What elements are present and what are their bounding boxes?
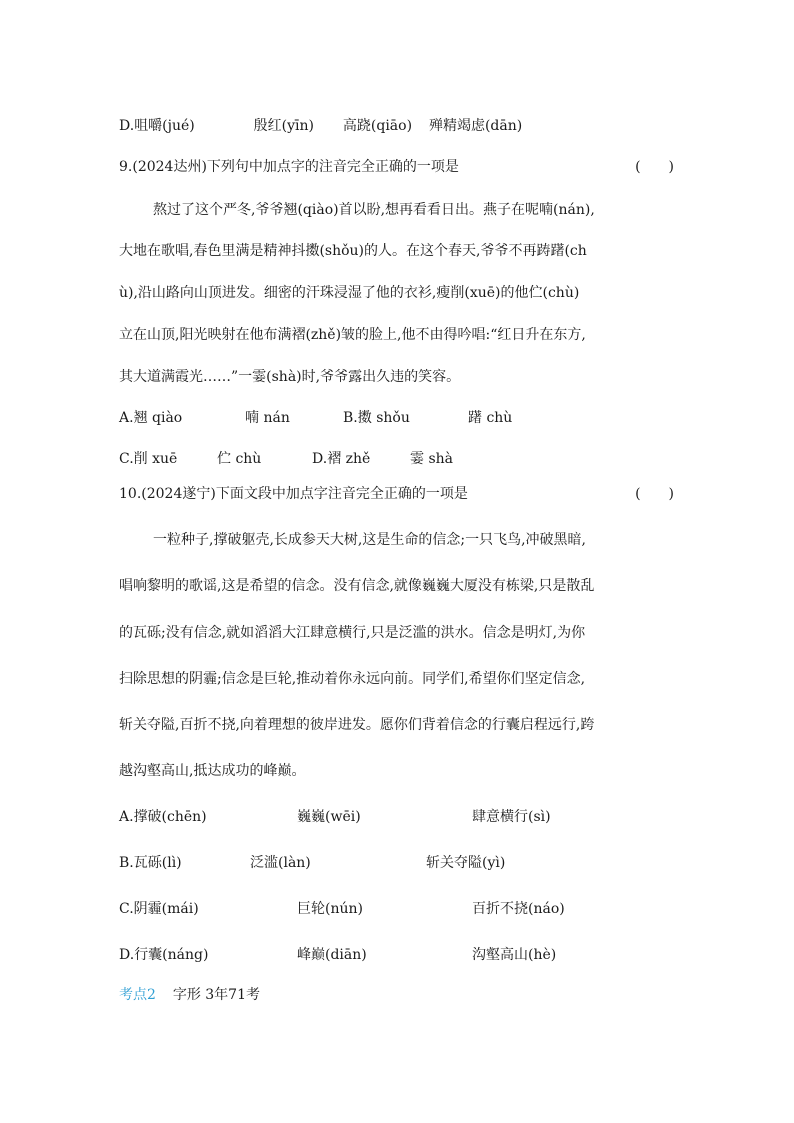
option-item: 瓦砾(lì) [133,855,182,871]
option-item: 削 xuē [133,451,178,467]
option-label: D. [119,118,135,134]
option-label: C. [119,901,134,917]
option-item: 泛滥(làn) [250,855,311,871]
option-label: A. [119,410,134,426]
q10-option-c-2 [297,898,363,918]
option-item: 斩关夺隘(yì) [426,855,506,871]
passage-line: 熬过了这个严冬,爷爷翘(qiào)首以盼,想再看看日出。燕子在呢喃(nán), [153,202,595,218]
q10-option-a [119,806,207,826]
q10-option-a-2 [297,806,361,826]
q9-option-d-2 [410,448,453,468]
option-item: 霎 shà [410,451,453,467]
passage-line: 越沟壑高山,抵达成功的峰巅。 [119,763,306,779]
section-title: 字形 3年71考 [172,987,260,1003]
q8-option-d [119,117,522,135]
option-label: C. [119,451,134,467]
option-item: 伫 chù [217,451,262,467]
option-item: 行囊(náng) [134,947,209,963]
q9-stem [119,158,674,176]
q9-option-a-2 [245,407,290,427]
passage-line: 一粒种子,撑破躯壳,长成参天大树,这是生命的信念;一只飞鸟,冲破黑暗, [153,532,586,548]
option-item: 躇 chù [468,410,513,426]
answer-bracket: ( ) [635,159,674,175]
q9-option-a [119,407,182,427]
option-item: 翘 qiào [133,410,183,426]
option-item: 殷红(yīn) [253,118,314,134]
option-item: 沟壑高山(hè) [472,947,557,963]
q10-option-b-2 [250,852,311,872]
q9-option-b [343,407,410,427]
q10-option-c-3 [472,898,565,918]
option-item: 阴霾(mái) [133,901,199,917]
option-item: 高跷(qiāo) [342,118,413,134]
q10-stem [119,485,674,503]
answer-bracket: ( ) [635,486,674,502]
option-item: 巍巍(wēi) [297,809,361,825]
question-text: 9.(2024达州)下列句中加点字的注音完全正确的一项是 [119,159,459,175]
option-item: 百折不挠(náo) [472,901,565,917]
q10-option-d-2 [297,944,367,964]
option-label: D. [312,451,328,467]
option-item: 擞 shǒu [357,410,410,426]
q10-option-a-3 [472,806,551,826]
q10-option-b [119,852,182,872]
option-label: A. [119,809,134,825]
passage-line: 大地在歌唱,春色里满是精神抖擞(shǒu)的人。在这个春天,爷爷不再踌躇(ch [119,243,587,259]
option-item: 殚精竭虑(dān) [428,118,523,134]
q10-option-c [119,898,199,918]
option-label: B. [343,410,358,426]
passage-line: 扫除思想的阴霾;信念是巨轮,推动着你永远向前。同学们,希望你们坚定信念, [119,671,586,687]
passage-line: 其大道满霞光……”一霎(shà)时,爷爷露出久违的笑容。 [119,369,461,385]
passage-line: 的瓦砾;没有信念,就如滔滔大江肆意横行,只是泛滥的洪水。信念是明灯,为你 [119,625,586,641]
q10-option-b-3 [426,852,505,872]
option-item: 巨轮(nún) [297,901,363,917]
q9-option-d [312,448,370,468]
option-label: D. [119,947,135,963]
option-item: 褶 zhě [327,451,371,467]
q9-option-c-2 [217,448,261,468]
section-tag: 考点2 [119,987,156,1003]
question-text: 10.(2024遂宁)下面文段中加点字注音完全正确的一项是 [119,486,468,502]
passage-line: 立在山顶,阳光映射在他布满褶(zhě)皱的脸上,他不由得吟唱:“红日升在东方, [119,327,586,343]
option-item: 撑破(chēn) [133,809,207,825]
q9-option-c [119,448,177,468]
q10-option-d-3 [472,944,556,964]
option-item: 肆意横行(sì) [472,809,551,825]
option-label: B. [119,855,134,871]
option-item: 峰巅(diān) [297,947,367,963]
option-item: 喃 nán [245,410,290,426]
q9-option-b-2 [468,407,512,427]
option-item: 咀嚼(jué) [134,118,195,134]
section-heading [119,986,260,1004]
passage-line: ù),沿山路向山顶进发。细密的汗珠浸湿了他的衣衫,瘦削(xuē)的他伫(chù) [119,285,580,301]
passage-line: 唱响黎明的歌谣,这是希望的信念。没有信念,就像巍巍大厦没有栋梁,只是散乱 [119,578,595,594]
passage-line: 斩关夺隘,百折不挠,向着理想的彼岸进发。愿你们背着信念的行囊启程远行,跨 [119,717,595,733]
q10-option-d [119,944,208,964]
